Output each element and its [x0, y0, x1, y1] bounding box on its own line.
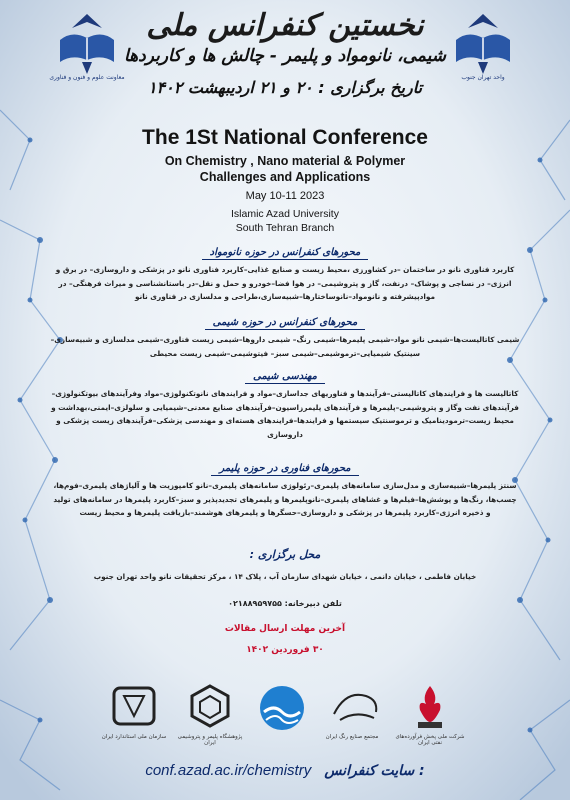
sponsor-caption: شرکت ملی پخش فرآورده‌های نفتی ایران	[395, 734, 465, 746]
section-body: کاربرد فناوری نانو در ساختمان –در کشاورزی ،محیط زیست و صنایع غذایی–کاربرد فناوری نانو در پزشکی و داروسازی– در برق و انرژی– در نساجی و پوشاک– درنفت، گاز و پتروشیمی– در هوا فضا–خودرو و حمل و نقل–در باستانشناسی و میراث فرهنگی– در موادپیشرفته و نانومواد–نانوساختارها–شبیه‌سازی،طراحی و مدلسازی در فناوری نانو	[55, 265, 515, 301]
english-branch: South Tehran Branch	[235, 222, 335, 234]
section-heading: محورهای کنفرانس در حوزه نانومواد	[202, 246, 369, 260]
paint-industries-icon	[326, 682, 386, 732]
polymer-section	[50, 456, 520, 520]
sponsor-logo-paint	[326, 682, 386, 742]
english-subtitle-line2: Challenges and Applications	[199, 170, 371, 184]
sponsor-caption: مجتمع صنایع رنگ ایران	[325, 734, 379, 740]
deadline-date: ۳۰ فروردین ۱۴۰۲	[246, 645, 324, 655]
right-logo-caption: واحد تهران جنوب	[461, 74, 505, 81]
sponsor-logo-oil	[395, 682, 465, 746]
water-drop-icon	[256, 682, 308, 734]
persian-date: تاریخ برگزاری : ۲۰ و ۲۱ اردیبهشت ۱۴۰۲	[147, 78, 423, 97]
section-body: کاتالیست ها و فرایندهای کاتالیستی–فرآیندها و فناوریهای جداسازی–مواد و فرایندهای نانوتکنولوژی–مواد وفرآیندهای بیوتکنولوژی–فرآیندهای نفت وگاز و پتروشیمی–پلیمرها و فرآیندهای پلیمرزاسیون–فرآیندهای صنایع معدنی–شیمیایی و سلولزی–ایمنی،بهداشت و محیط زیست–ترمودینامیک و ترموسنتیک سیستمها و فرایندها–فرایندهای هسته‌ای و مهندسی پزشکی–فرآیندهای زیست پزشکی و داروسازی	[51, 389, 519, 439]
sponsor-logo-standard	[101, 682, 167, 742]
deadline-label: آخرین مهلت ارسال مقالات	[224, 624, 346, 634]
section-heading: مهندسی شیمی	[245, 370, 325, 384]
section-body: سنتز پلیمرها–شبیه‌سازی و مدل‌سازی سامانه‌های پلیمری–رئولوژی سامانه‌های پلیمری–نانو کامپوزیت ها و آلیاژهای پلیمری–فوم‌ها، چسب‌ها، رنگ‌ها و پوشش‌ها–فیلم‌ها و غشاهای پلیمری–نانوپلیمرها و پلیمرهای تجدیدپذیر و سبز–کاربرد پلیمرها در سامانه‌های تولید و ذخیره انرژی–کاربرد پلیمرها در پزشکی و داروسازی–حسگرها و پلیمرهای هوشمند–بازیافت پلیمرها و محیط زیست	[53, 481, 517, 517]
left-logo-caption: معاونت علوم و فنون و فناوری	[49, 74, 125, 81]
polymer-institute-icon	[184, 682, 236, 732]
standard-organization-icon	[108, 682, 160, 732]
website-label: سایت کنفرانس :	[324, 763, 425, 779]
sponsor-logo-polymer	[177, 682, 243, 746]
venue-heading: محل برگزاری :	[249, 548, 321, 561]
venue-address: خیابان فاطمی ، خیابان دانمی ، خیابان شهدای سازمان آب ، پلاک ۱۴ ، مرکز تحقیقات نانو واحد تهران جنوب	[93, 572, 477, 581]
footer	[0, 760, 570, 779]
sponsor-caption: پژوهشگاه پلیمر و پتروشیمی ایران	[177, 734, 243, 746]
conference-website-link[interactable]: conf.azad.ac.ir/chemistry	[145, 762, 312, 779]
english-university: Islamic Azad University	[231, 208, 339, 220]
sponsor-logo-water	[256, 682, 308, 742]
secretariat-phone: تلفن دبیرخانه: ۰۲۱۸۸۹۵۹۷۵۵	[228, 599, 342, 608]
section-heading: محورهای فناوری در حوزه پلیمر	[211, 462, 358, 476]
sponsor-caption: سازمان ملی استاندارد ایران	[101, 734, 167, 740]
nanomaterials-section	[50, 240, 520, 304]
oil-company-icon	[404, 682, 456, 732]
section-heading: محورهای کنفرانس در حوزه شیمی	[205, 316, 366, 330]
english-subtitle-line1: On Chemistry , Nano material & Polymer	[164, 154, 406, 168]
english-title: The 1St National Conference	[142, 126, 428, 149]
section-body: شیمی کاتالیست‌ها–شیمی نانو مواد–شیمی پلیمرها–شیمی رنگ– شیمی داروها–شیمی زیست فناوری–شیمی مدلسازی و شبیه‌سازی– سینتیک شیمیایی–ترموشیمی–شیمی سبز– فیتوشیمی–شیمی زیست محیطی	[50, 335, 520, 358]
english-date: May 10-11 2023	[245, 190, 325, 202]
persian-subtitle: شیمی، نانومواد و پلیمر - چالش ها و کاربردها	[124, 46, 446, 66]
chemical-engineering-section	[50, 364, 520, 441]
chemistry-section	[50, 310, 520, 360]
persian-title: نخستین کنفرانس ملی	[146, 8, 424, 43]
